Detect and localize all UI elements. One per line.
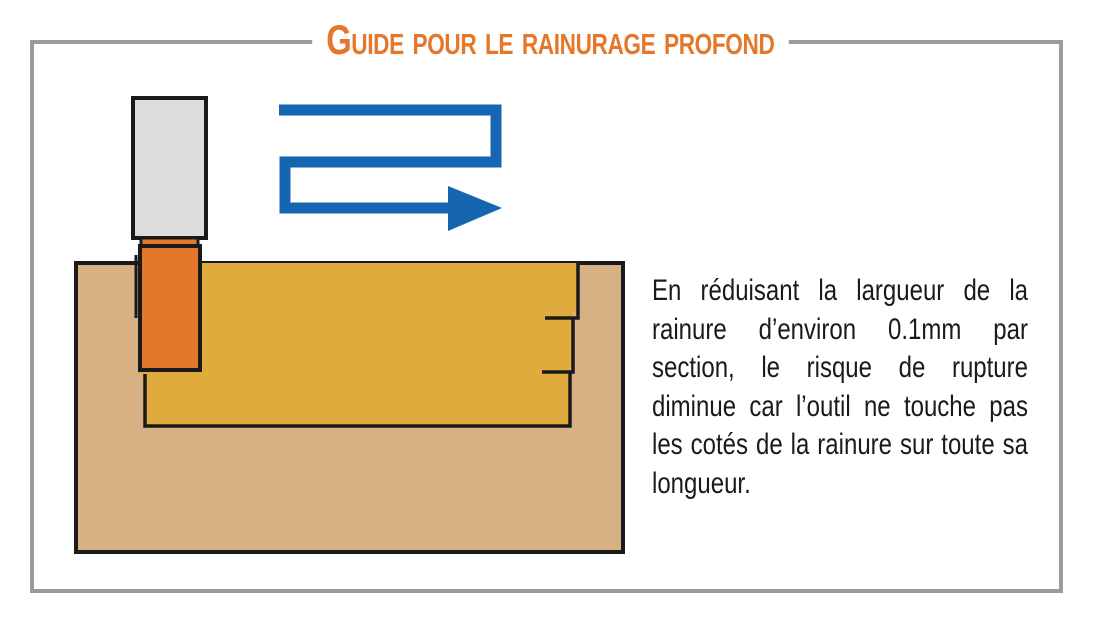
groove (138, 263, 578, 426)
description-text: En réduisant la largueur de la rainure d’environ 0.1mm par section, le risque de rupture diminue car l’outil ne touche pas les cotés de la rainure sur toute sa longueur. (652, 274, 1028, 500)
page-title: Guide pour le rainurage profond (312, 14, 788, 66)
serpentine-arrow-icon (279, 110, 502, 231)
router-bit-icon (133, 98, 206, 370)
tool-path-arrowhead (448, 186, 502, 231)
tool-shank (133, 98, 206, 238)
tool-cutter (140, 246, 200, 370)
